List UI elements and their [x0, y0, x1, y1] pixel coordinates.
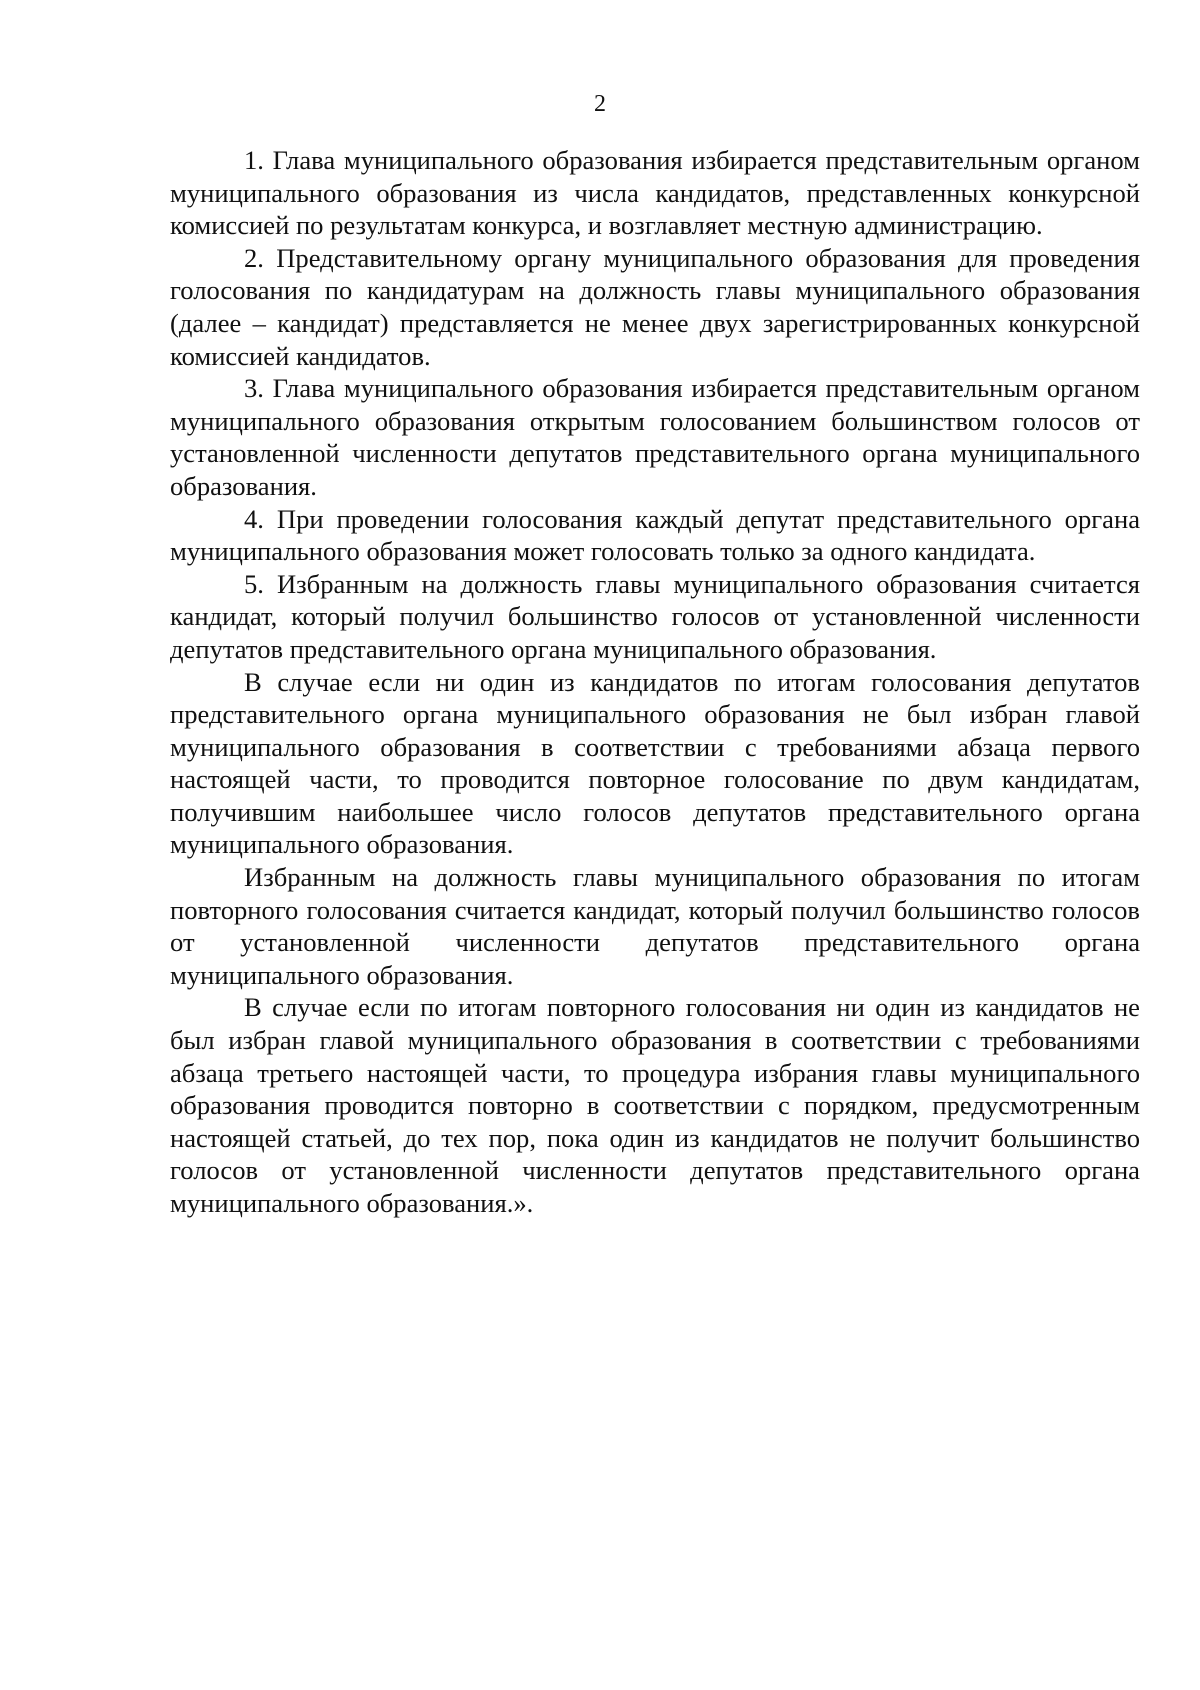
paragraph-7: Избранным на должность главы муниципального образования по итогам повторного голосования считается кандидат, который получил большинство голосов от установленной численности депутатов представительного органа муниципального образования. — [170, 862, 1140, 990]
page-number: 2 — [594, 91, 606, 117]
paragraph-6: В случае если ни один из кандидатов по итогам голосования депутатов представительного органа муниципального образования не был избран главой муниципального образования в соответствии с требованиями абзаца первого настоящей части, то проводится повторное голосование по двум кандидатам, получившим наибольшее число голосов депутатов представительного органа муниципального образования. — [170, 666, 1140, 860]
document-body — [170, 144, 1140, 1220]
paragraph-5: 5. Избранным на должность главы муниципального образования считается кандидат, который получил большинство голосов от установленной численности депутатов представительного органа муниципального образования. — [170, 568, 1140, 664]
paragraph-8: В случае если по итогам повторного голосования ни один из кандидатов не был избран главой муниципального образования в соответствии с требованиями абзаца третьего настоящей части, то процедура избрания главы муниципального образования проводится повторно в соответствии с порядком, предусмотренным настоящей статьей, до тех пор, пока один из кандидатов не получит большинство голосов от установленной численности депутатов представительного органа муниципального образования.». — [170, 992, 1140, 1218]
paragraph-2: 2. Представительному органу муниципального образования для проведения голосования по кандидатурам на должность главы муниципального образования (далее – кандидат) представляется не менее двух зарегистрированных конкурсной комиссией кандидатов. — [170, 242, 1140, 371]
paragraph-1: 1. Глава муниципального образования избирается представительным органом муниципального образования из числа кандидатов, представленных конкурсной комиссией по результатам конкурса, и возглавляет местную администрацию. — [170, 145, 1140, 241]
paragraph-4: 4. При проведении голосования каждый депутат представительного органа муниципального образования может голосовать только за одного кандидата. — [170, 503, 1140, 567]
paragraph-3: 3. Глава муниципального образования избирается представительным органом муниципального образования открытым голосованием большинством голосов от установленной численности депутатов представительного органа муниципального образования. — [170, 373, 1140, 501]
